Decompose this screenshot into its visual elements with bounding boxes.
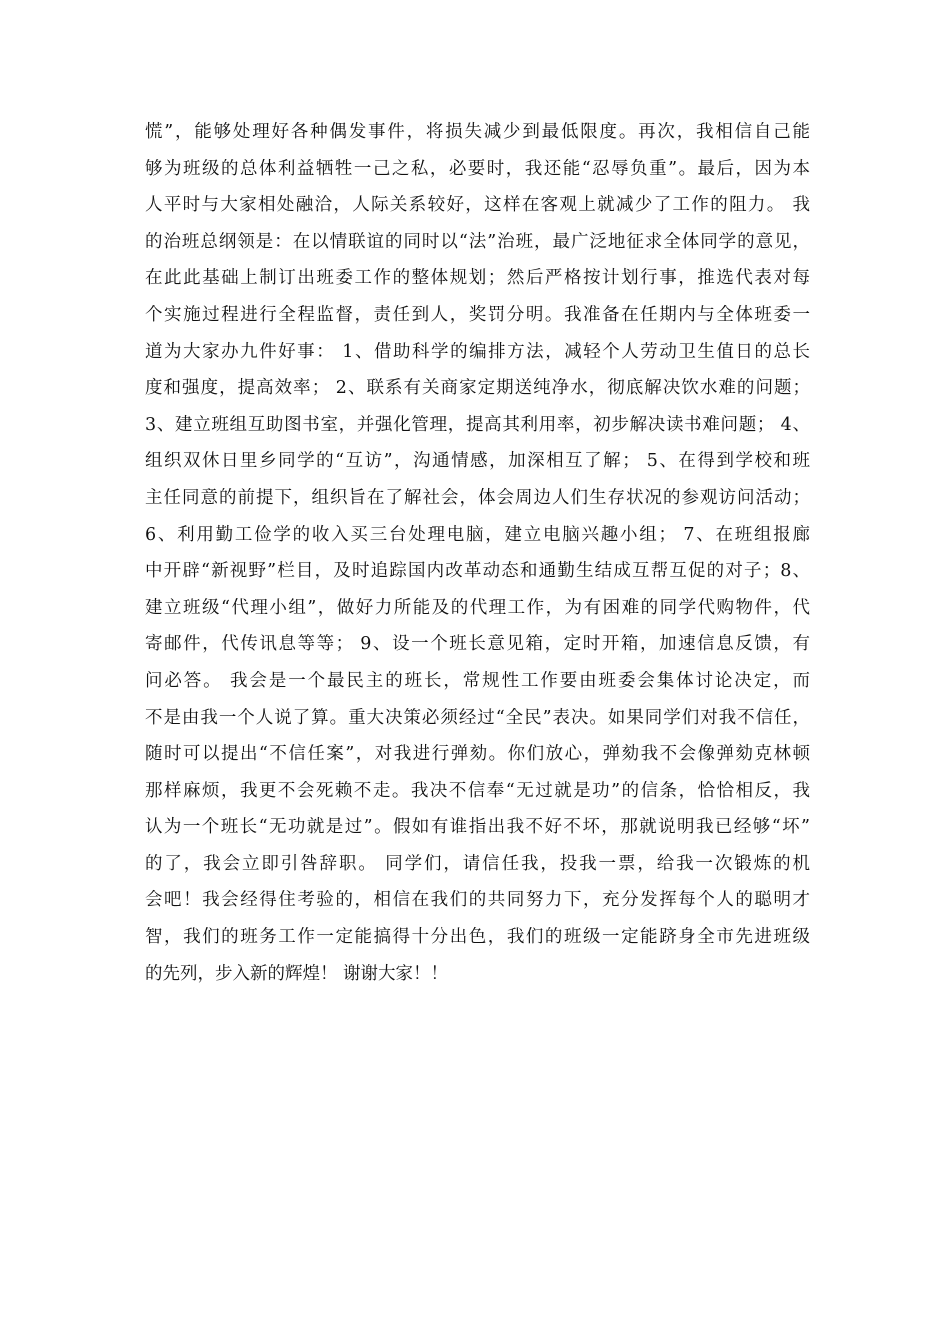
text-line: 的治班总纲领是：在以情联谊的同时以“法”治班，最广泛地征求全体同学的意见，: [145, 231, 810, 252]
text-line: 认为一个班长“无功就是过”。假如有谁指出我不好不坏，那就说明我已经够“坏”: [145, 817, 810, 838]
text-line: 的了，我会立即引咎辞职。 同学们，请信任我，投我一票，给我一次锻炼的机: [145, 853, 810, 874]
body-text: [145, 114, 810, 992]
text-line: 建立班级“代理小组”，做好力所能及的代理工作，为有困难的同学代购物件，代: [145, 597, 810, 618]
text-line: 寄邮件，代传讯息等等； 9、设一个班长意见箱，定时开箱，加速信息反馈，有: [145, 634, 810, 655]
text-line: 的先列，步入新的辉煌！ 谢谢大家！！: [145, 963, 449, 984]
text-line: 主任同意的前提下，组织旨在了解社会，体会周边人们生存状况的参观访问活动；: [145, 487, 810, 508]
text-line: 道为大家办九件好事： 1、借助科学的编排方法，减轻个人劳动卫生值日的总长: [145, 341, 810, 362]
text-line: 慌”，能够处理好各种偶发事件，将损失减少到最低限度。再次，我相信自己能: [145, 122, 810, 142]
text-line: 个实施过程进行全程监督，责任到人，奖罚分明。我准备在任期内与全体班委一: [145, 304, 810, 325]
text-line: 随时可以提出“不信任案”，对我进行弹劾。你们放心，弹劾我不会像弹劾克林顿: [145, 744, 810, 765]
text-line: 那样麻烦，我更不会死赖不走。我决不信奉“无过就是功”的信条，恰恰相反，我: [145, 780, 810, 801]
text-line: 在此此基础上制订出班委工作的整体规划；然后严格按计划行事，推选代表对每: [145, 268, 810, 289]
text-line: 问必答。 我会是一个最民主的班长，常规性工作要由班委会集体讨论决定，而: [145, 670, 810, 691]
text-line: 组织双休日里乡同学的“互访”，沟通情感，加深相互了解； 5、在得到学校和班: [145, 451, 810, 472]
text-line: 3、建立班组互助图书室，并强化管理，提高其利用率，初步解决读书难问题； 4、: [145, 414, 810, 435]
text-line: 会吧！我会经得住考验的，相信在我们的共同努力下，充分发挥每个人的聪明才: [145, 890, 810, 911]
text-line: 够为班级的总体利益牺牲一己之私，必要时，我还能“忍辱负重”。最后，因为本: [145, 158, 810, 179]
text-line: 中开辟“新视野”栏目，及时追踪国内改革动态和通勤生结成互帮互促的对子；8、: [145, 561, 810, 582]
text-line: 智，我们的班务工作一定能搞得十分出色，我们的班级一定能跻身全市先进班级: [145, 927, 810, 948]
text-line: 人平时与大家相处融洽，人际关系较好，这样在客观上就减少了工作的阻力。 我: [145, 195, 810, 216]
text-line: 不是由我一个人说了算。重大决策必须经过“全民”表决。如果同学们对我不信任，: [145, 707, 810, 728]
text-line: 度和强度，提高效率； 2、联系有关商家定期送纯净水，彻底解决饮水难的问题；: [145, 378, 810, 399]
text-line: 6、利用勤工俭学的收入买三台处理电脑，建立电脑兴趣小组； 7、在班组报廊: [145, 524, 810, 545]
